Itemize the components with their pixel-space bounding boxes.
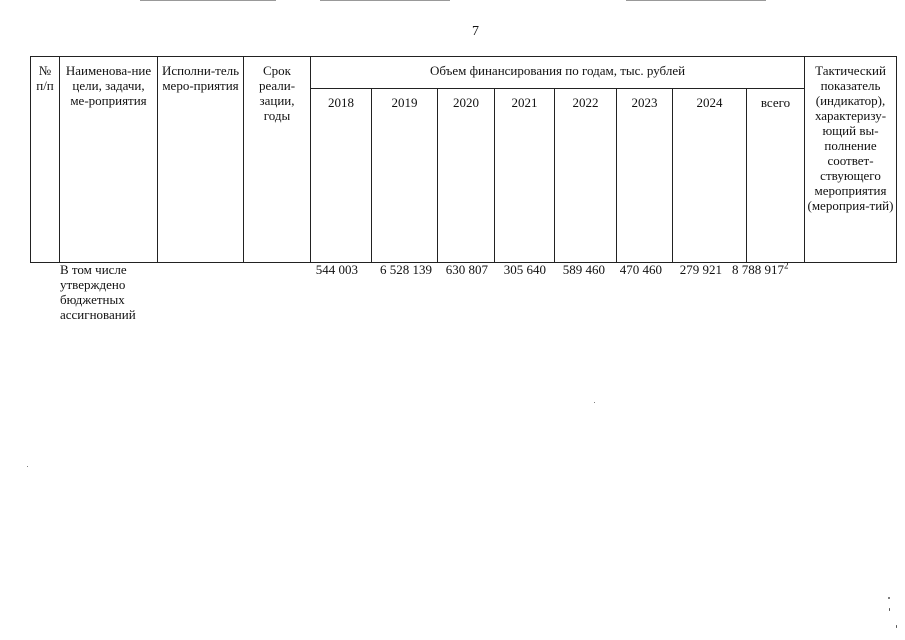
scan-speck (594, 402, 595, 403)
value-2020: 630 807 (445, 262, 488, 277)
summary-label: В том числе утверждено бюджетных ассигнований (60, 262, 136, 322)
scan-speck (888, 597, 890, 599)
value-2024: 279 921 (679, 262, 722, 277)
year-2024: 2024 (673, 89, 747, 263)
scan-speck (889, 608, 890, 611)
footnote-mark: 2 (784, 260, 789, 271)
scan-speck (896, 625, 897, 628)
year-2020: 2020 (438, 89, 495, 263)
top-rule (140, 0, 276, 1)
value-2021: 305 640 (503, 262, 546, 277)
value-2023: 470 460 (619, 262, 662, 277)
year-2022: 2022 (555, 89, 617, 263)
scan-speck (27, 466, 28, 467)
header-term: Срок реали-зации, годы (244, 57, 311, 263)
value-2018: 544 003 (315, 262, 358, 277)
year-total: всего (747, 89, 805, 263)
top-rule (320, 0, 450, 1)
header-executor: Исполни-тель меро-приятия (158, 57, 244, 263)
year-2021: 2021 (495, 89, 555, 263)
year-2023: 2023 (617, 89, 673, 263)
funding-table (30, 56, 897, 263)
value-total (732, 262, 812, 277)
header-indicator: Тактический показатель (индикатор), характеризу-ющий вы-полнение соответ-ствующего мероприятия (мероприя-тий) (805, 57, 897, 263)
year-2019: 2019 (372, 89, 438, 263)
value-total-number: 8 788 917 (732, 262, 784, 277)
year-2018: 2018 (311, 89, 372, 263)
value-2019: 6 528 139 (380, 262, 432, 277)
top-rule (626, 0, 766, 1)
value-2022: 589 460 (562, 262, 605, 277)
header-funding: Объем финансирования по годам, тыс. рублей (311, 57, 805, 89)
header-num: № п/п (31, 57, 60, 263)
page-number: 7 (472, 24, 479, 39)
header-name: Наименова-ние цели, задачи, ме-роприятия (60, 57, 158, 263)
